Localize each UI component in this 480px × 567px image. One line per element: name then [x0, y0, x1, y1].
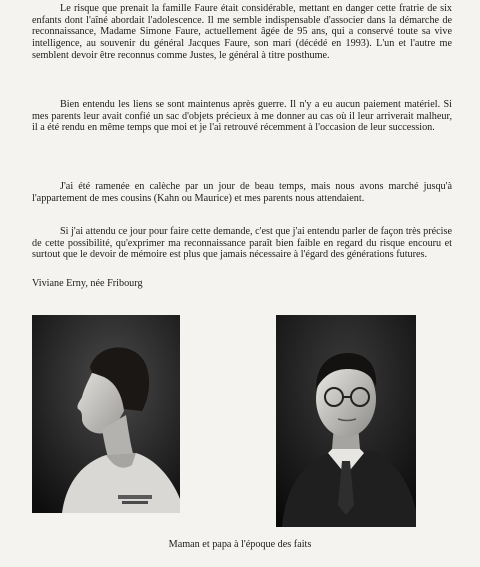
- photo-mother-image: [32, 315, 180, 513]
- paragraph-request-text: Si j'ai attendu ce jour pour faire cette demande, c'est que j'ai entendu parler de façon très précise de cette possibilité, qu'exprimer ma reconnaissance paraît bien faible en regard du risque encouru et surtout que le devoir de mémoire est plus que jamais nécessaire à l'égard des générations futures.: [32, 226, 452, 261]
- signature: Viviane Erny, née Fribourg: [32, 278, 143, 289]
- paragraph-request: [32, 226, 452, 261]
- photo-father: [276, 315, 416, 527]
- paragraph-links-text: Bien entendu les liens se sont maintenus après guerre. Il n'y a eu aucun paiement matériel. Si mes parents leur avait confié un sac d'objets précieux à me donner au cas où il leur arriverait malheur, il a été rendu en même temps que moi et je l'ai retrouvé récemment à l'occasion de leur succession.: [32, 99, 452, 134]
- paragraph-return-text: J'ai été ramenée en calèche par un jour de beau temps, mais nous avons marché jusqu'à l'appartement de mes cousins (Kahn ou Maurice) et mes parents nous attendaient.: [32, 181, 452, 204]
- photo-father-image: [276, 315, 416, 527]
- paragraph-return: [32, 181, 452, 204]
- paragraph-links: [32, 99, 452, 134]
- photo-caption: Maman et papa à l'époque des faits: [168, 539, 312, 550]
- paragraph-risk: [32, 3, 452, 62]
- photo-mother: [32, 315, 180, 513]
- paragraph-risk-text: Le risque que prenait la famille Faure était considérable, mettant en danger cette fratrie de six enfants dont l'aîné abordait l'adolescence. Il me semble indispensable d'associer dans la démarche de reconnaissance, Madame Simone Faure, actuellement âgée de 95 ans, qui a conservé toute sa vive intelligence, au souvenir du général Jacques Faure, son mari (décédé en 1993). L'un et l'autre me semblent devoir être reconnus comme Justes, le général à titre posthume.: [32, 3, 452, 61]
